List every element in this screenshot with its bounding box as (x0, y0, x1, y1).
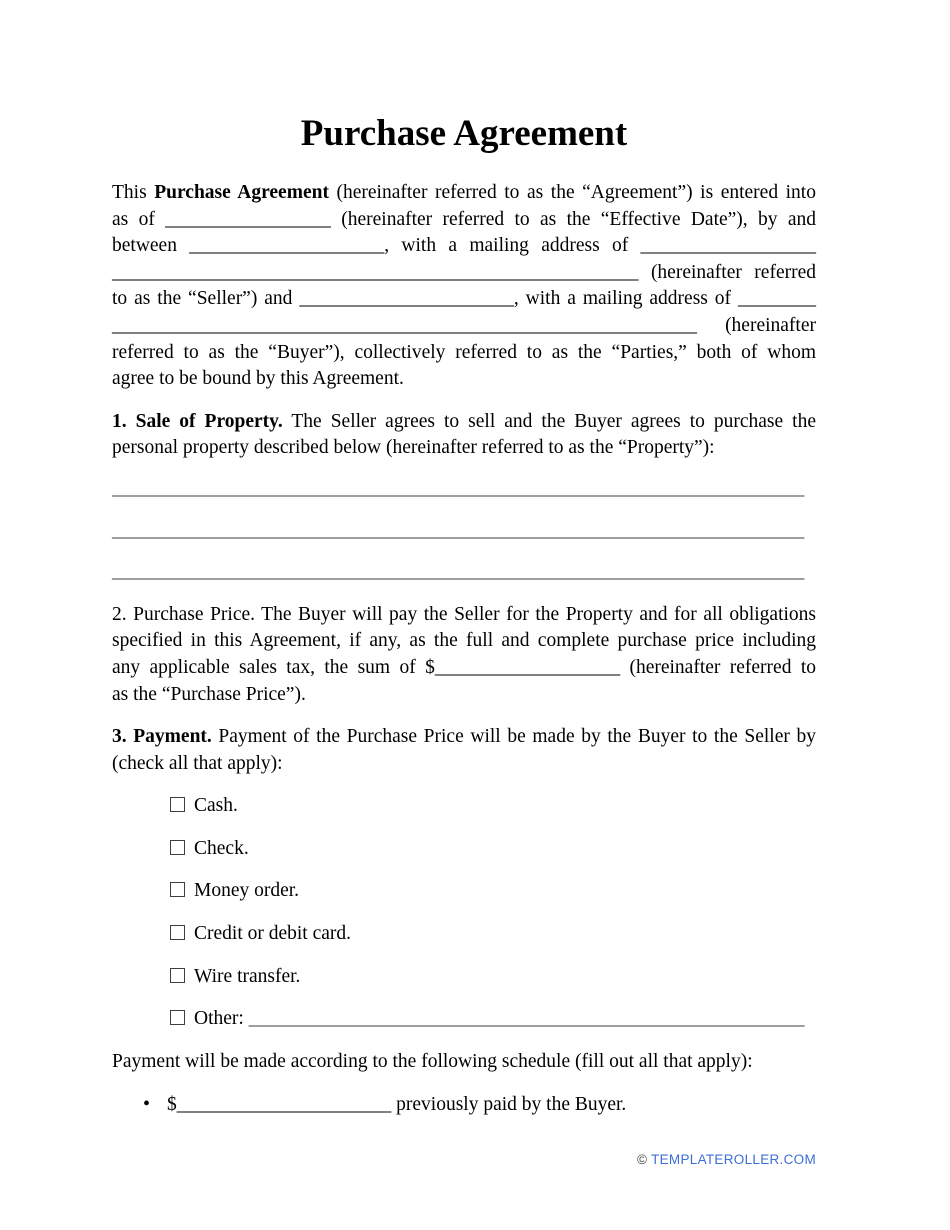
payment-method-label: Credit or debit card. (194, 923, 352, 945)
payment-method-item-check (112, 836, 816, 863)
property-blank-line: _______________________________________________________________________ (112, 561, 805, 583)
checkbox-check[interactable] (170, 840, 185, 855)
payment-method-item-cash (112, 793, 816, 820)
section-payment (112, 724, 816, 777)
payment-method-label: Wire transfer. (194, 965, 301, 987)
property-blank-line: _______________________________________________________________________ (112, 477, 805, 499)
copyright-icon: © (637, 1152, 648, 1167)
property-blank-line: _______________________________________________________________________ (112, 519, 805, 541)
document-page (112, 0, 816, 1119)
section-sale-of-property (112, 409, 816, 462)
text-line: agree to be bound by this Agreement. (112, 368, 404, 390)
checkbox-cash[interactable] (170, 797, 185, 812)
section-purchase-price (112, 602, 816, 708)
property-description-blanks (112, 476, 816, 586)
text-line: 3. Payment. Payment of the Purchase Price will be made by the Buyer to the Seller by (112, 726, 817, 748)
page-title: Purchase Agreement (300, 113, 628, 154)
checkbox-credit-debit[interactable] (170, 925, 185, 940)
checkbox-other[interactable] (170, 1010, 185, 1025)
checkbox-wire-transfer[interactable] (170, 968, 185, 983)
text-line: to as the “Seller”) and ______________________, with a mailing address of ________ (112, 288, 816, 310)
text-line: 1. Sale of Property. The Seller agrees to sell and the Buyer agrees to purchase the (112, 410, 816, 432)
templateroller-link[interactable]: TEMPLATEROLLER.COM (651, 1152, 816, 1167)
text-line: 2. Purchase Price. The Buyer will pay the Seller for the Property and for all obligations (112, 603, 816, 625)
payment-method-item-credit-debit (112, 921, 816, 948)
text-line: as of _________________ (hereinafter referred to as the “Effective Date”), by and (112, 208, 816, 230)
payment-method-label: Money order. (194, 880, 300, 902)
text-line: specified in this Agreement, if any, as the full and complete purchase price including (112, 630, 816, 652)
text-line: between ____________________, with a mailing address of __________________ (112, 235, 816, 257)
text-line: as the “Purchase Price”). (112, 683, 306, 705)
payment-method-label: Cash. (194, 795, 238, 817)
page-footer (112, 1152, 816, 1167)
payment-method-label: Other: (194, 1008, 244, 1030)
text-line: (check all that apply): (112, 752, 283, 774)
schedule-intro (112, 1049, 816, 1076)
text-line: referred to as the “Buyer”), collectively referred to as the “Parties,” both of whom (112, 341, 816, 363)
text-line: any applicable sales tax, the sum of $___________________ (hereinafter referred to (112, 656, 816, 678)
schedule-bullet-text: $______________________ previously paid by the Buyer. (167, 1094, 627, 1116)
payment-method-item-money-order (112, 878, 816, 905)
bullet-icon: • (143, 1093, 151, 1116)
payment-method-item-other (112, 1006, 816, 1033)
schedule-bullet-item (112, 1091, 816, 1119)
payment-method-list (112, 793, 816, 1033)
checkbox-money-order[interactable] (170, 882, 185, 897)
text-line: Payment will be made according to the following schedule (fill out all that apply): (112, 1050, 753, 1072)
payment-method-label: Check. (194, 837, 249, 859)
text-line: ______________________________________________________ (hereinafter referred (112, 261, 816, 283)
payment-method-item-wire-transfer (112, 964, 816, 991)
text-line: ____________________________________________________________ (hereinafter (112, 314, 816, 336)
text-line: personal property described below (hereinafter referred to as the “Property”): (112, 437, 715, 459)
text-line: This Purchase Agreement (hereinafter referred to as the “Agreement”) is entered into (112, 182, 816, 203)
intro-paragraph (112, 180, 816, 393)
other-method-blank: _________________________________________________________ (248, 1008, 805, 1030)
